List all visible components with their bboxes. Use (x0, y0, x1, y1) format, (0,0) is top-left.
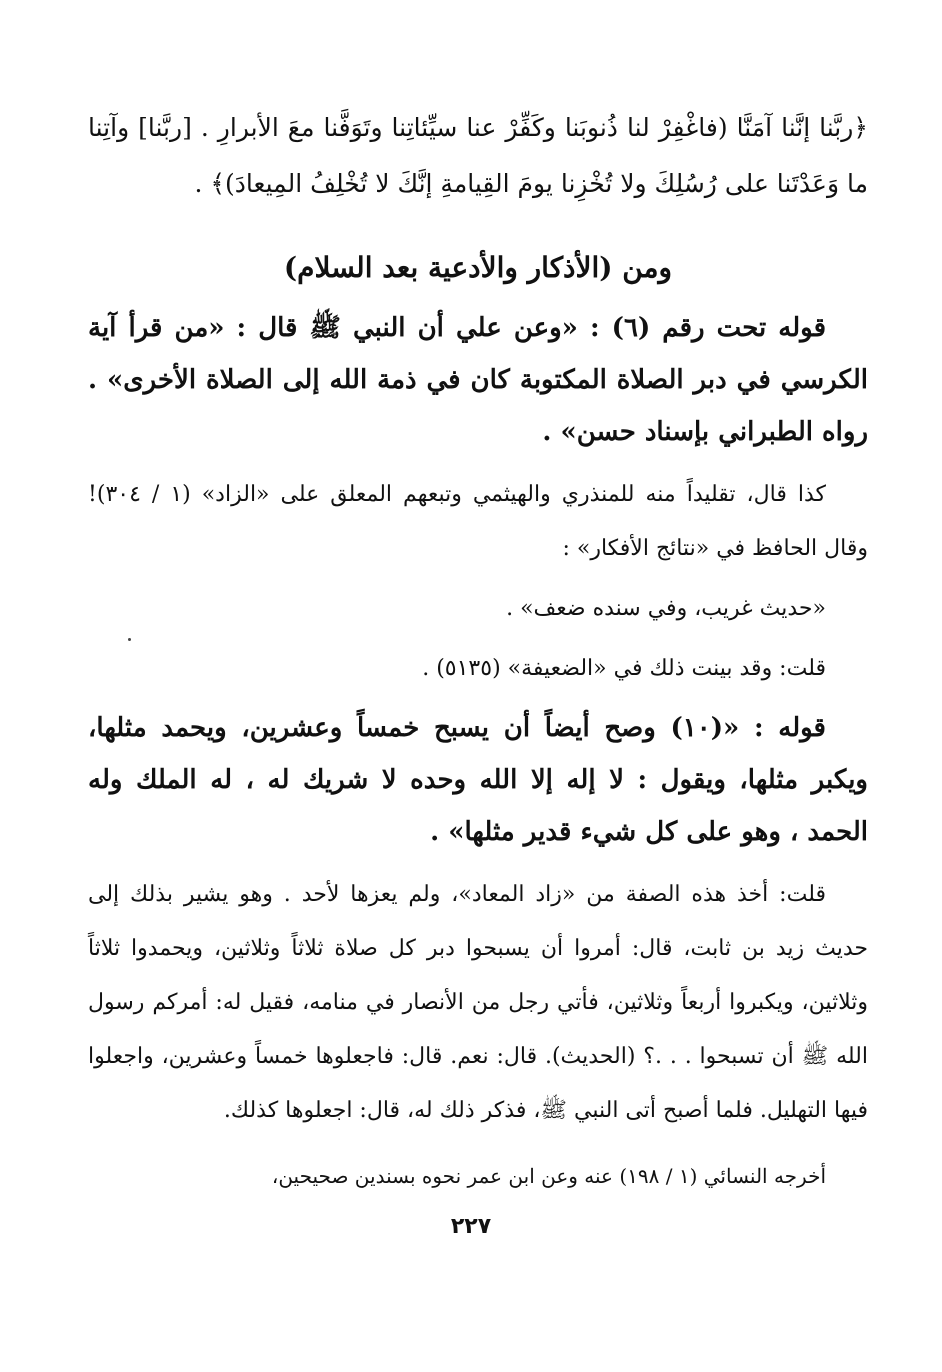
paragraph-source: أخرجه النسائي (١ / ١٩٨) عنه وعن ابن عمر نحوه بسندين صحيحين، (271, 1164, 826, 1188)
scan-speck (128, 638, 131, 641)
section-heading: ومن (الأذكار والأدعية بعد السلام) (283, 251, 673, 284)
paragraph-hafiz-quote: «حديث غريب، وفي سنده ضعف» . (506, 596, 826, 621)
paragraph-quote-1: قوله تحت رقم (٦) : «وعن علي أن النبي ﷺ قال : «من قرأ آية الكرسي في دبر الصلاة المكتوبة كان في ذمة الله إلى الصلاة الأخرى» . رواه الطبراني بإسناد حسن» . (88, 313, 868, 447)
paragraph-note-1: قلت: وقد بينت ذلك في «الضعيفة» (٥١٣٥) . (422, 656, 826, 681)
paragraph-commentary-2: قلت: أخذ هذه الصفة من «زاد المعاد»، ولم يعزها لأحد . وهو يشير بذلك إلى حديث زيد بن ثابت، قال: أمروا أن يسبحوا دبر كل صلاة ثلاثاً وثلاثين، ويحمدوا ثلاثاً وثلاثين، ويكبروا أربعاً وثلاثين، فأتي رجل من الأنصار في منامه، فقيل له: أمركم رسول الله ﷺ أن تسبحوا . . .؟ (الحديث). قال: نعم. قال: فاجعلوها خمساً وعشرين، واجعلوا فيها التهليل. فلما أصبح أتى النبي ﷺ، فذكر ذلك له، قال: اجعلوها كذلك. (88, 882, 868, 1123)
paragraph-commentary-1: كذا قال، تقليداً منه للمنذري والهيثمي وتبعهم المعلق على «الزاد» (١ / ٣٠٤)! وقال الحافظ في «نتائج الأفكار» : (88, 482, 868, 561)
quran-verse: ﴿ربَّنا إنَّنا آمَنَّا (فاغْفِرْ لنا ذُنوبَنا وكَفِّرْ عنا سيِّئاتِنا وتَوَفَّنا معَ الأبرارِ . [ربَّنا] وآتِنا ما وَعَدْتَنا على رُسُلِكَ ولا تُخْزِنا يومَ القِيامةِ إنَّكَ لا تُخْلِفُ المِيعادَ)﴾ . (88, 113, 868, 198)
page-body (88, 100, 868, 1196)
paragraph-quote-2: قوله : «(١٠) وصح أيضاً أن يسبح خمساً وعشرين، ويحمد مثلها، ويكبر مثلها، ويقول : لا إله إلا الله وحده لا شريك له ، له الملك وله الحمد ، وهو على كل شيء قدير مثلها» . (88, 713, 868, 847)
page-number: ٢٢٧ (450, 1214, 492, 1239)
